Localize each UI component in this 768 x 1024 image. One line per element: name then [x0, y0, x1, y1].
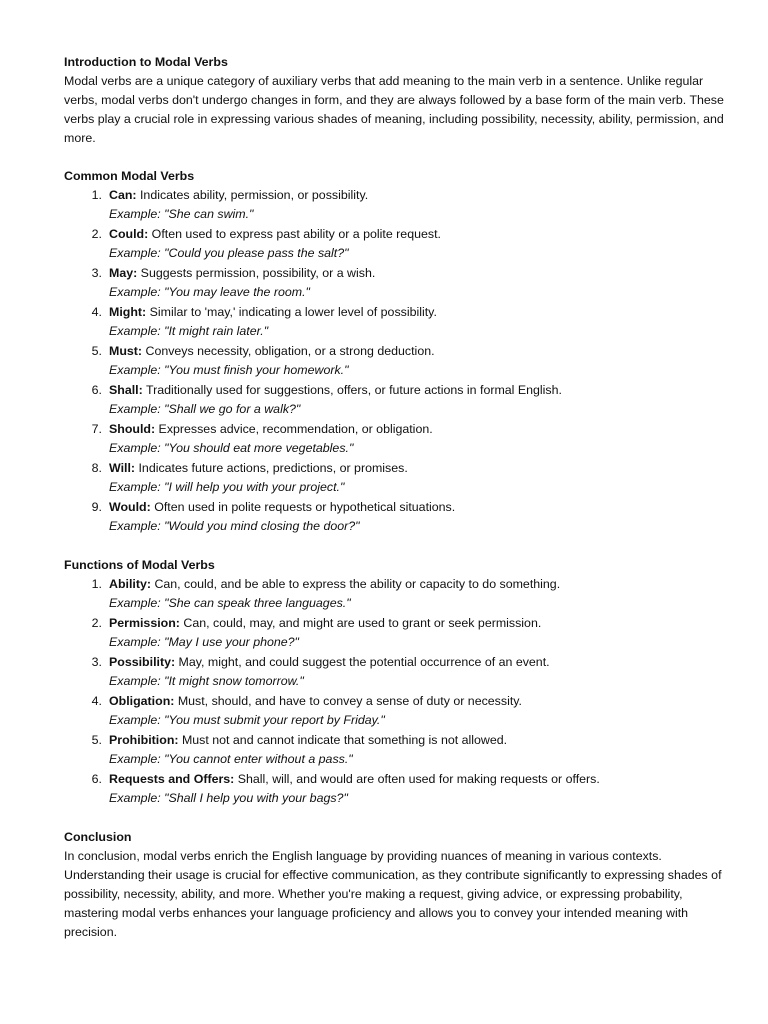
item-description: Can, could, may, and might are used to grant or seek permission. — [179, 616, 542, 630]
common-modal-verbs-heading: Common Modal Verbs — [64, 169, 195, 183]
list-item — [64, 459, 724, 497]
item-number: 6. — [91, 383, 102, 397]
section-gap — [64, 537, 724, 556]
list-item — [64, 225, 724, 263]
item-example: Example: "It might rain later." — [109, 324, 269, 338]
item-description: Often used to express past ability or a polite request. — [148, 227, 441, 241]
item-description: Similar to 'may,' indicating a lower level of possibility. — [146, 305, 437, 319]
item-term: Would: — [109, 500, 151, 514]
item-term: Can: — [109, 188, 137, 202]
item-number: 7. — [91, 422, 102, 436]
item-example: Example: "She can speak three languages." — [109, 596, 351, 610]
item-example: Example: "I will help you with your project." — [109, 480, 345, 494]
common-modal-verbs-list — [64, 186, 724, 536]
list-item — [64, 186, 724, 224]
item-number: 2. — [91, 227, 102, 241]
item-description: Traditionally used for suggestions, offers, or future actions in formal English. — [142, 383, 562, 397]
functions-list — [64, 575, 724, 808]
list-item — [64, 731, 724, 769]
item-description: Suggests permission, possibility, or a wish. — [137, 266, 376, 280]
item-example: Example: "You must submit your report by Friday." — [109, 713, 385, 727]
item-example: Example: "It might snow tomorrow." — [109, 674, 304, 688]
item-example: Example: "Shall we go for a walk?" — [109, 402, 301, 416]
item-example: Example: "She can swim." — [109, 207, 254, 221]
item-term: Shall: — [109, 383, 143, 397]
item-description: Often used in polite requests or hypothetical situations. — [150, 500, 456, 514]
item-term: Will: — [109, 461, 136, 475]
item-example: Example: "You may leave the room." — [109, 285, 310, 299]
item-number: 6. — [91, 772, 102, 786]
item-number: 3. — [91, 655, 102, 669]
intro-heading: Introduction to Modal Verbs — [64, 55, 228, 69]
list-item — [64, 498, 724, 536]
item-term: May: — [109, 266, 138, 280]
list-item — [64, 342, 724, 380]
item-example: Example: "Could you please pass the salt?" — [109, 246, 349, 260]
intro-paragraph: Modal verbs are a unique category of auxiliary verbs that add meaning to the main verb in a sentence. Unlike regular verbs, modal verbs don't undergo changes in form, and they are always followed by a base form of the main verb. These verbs play a crucial role in expressing various shades of meaning, including possibility, necessity, ability, permission, and more. — [64, 74, 724, 145]
item-number: 3. — [91, 266, 102, 280]
item-example: Example: "May I use your phone?" — [109, 635, 299, 649]
item-number: 9. — [91, 500, 102, 514]
item-term: Should: — [109, 422, 156, 436]
item-number: 1. — [91, 577, 102, 591]
item-number: 8. — [91, 461, 102, 475]
section-gap — [64, 148, 724, 167]
list-item — [64, 303, 724, 341]
item-description: May, might, and could suggest the potential occurrence of an event. — [175, 655, 550, 669]
item-term: Must: — [109, 344, 143, 358]
list-item — [64, 614, 724, 652]
item-term: Permission: — [109, 616, 180, 630]
item-number: 2. — [91, 616, 102, 630]
item-term: Ability: — [109, 577, 151, 591]
item-example: Example: "You must finish your homework." — [109, 363, 349, 377]
list-item — [64, 264, 724, 302]
list-item — [64, 770, 724, 808]
item-description: Indicates ability, permission, or possibility. — [136, 188, 369, 202]
item-description: Indicates future actions, predictions, or promises. — [135, 461, 408, 475]
item-number: 1. — [91, 188, 102, 202]
item-number: 4. — [91, 694, 102, 708]
item-example: Example: "Shall I help you with your bags?" — [109, 791, 348, 805]
functions-heading: Functions of Modal Verbs — [64, 558, 215, 572]
item-term: Could: — [109, 227, 149, 241]
conclusion-heading: Conclusion — [64, 830, 132, 844]
item-example: Example: "Would you mind closing the door?" — [109, 519, 360, 533]
item-description: Expresses advice, recommendation, or obligation. — [155, 422, 433, 436]
item-example: Example: "You cannot enter without a pass." — [109, 752, 353, 766]
item-term: Prohibition: — [109, 733, 179, 747]
item-number: 5. — [91, 344, 102, 358]
item-term: Obligation: — [109, 694, 175, 708]
item-description: Must not and cannot indicate that something is not allowed. — [178, 733, 508, 747]
item-example: Example: "You should eat more vegetables." — [109, 441, 354, 455]
section-gap — [64, 809, 724, 828]
list-item — [64, 575, 724, 613]
item-term: Requests and Offers: — [109, 772, 235, 786]
item-description: Must, should, and have to convey a sense of duty or necessity. — [174, 694, 522, 708]
list-item — [64, 653, 724, 691]
item-description: Can, could, and be able to express the ability or capacity to do something. — [151, 577, 561, 591]
list-item — [64, 381, 724, 419]
document-page — [64, 53, 724, 942]
list-item — [64, 420, 724, 458]
item-number: 5. — [91, 733, 102, 747]
item-term: Possibility: — [109, 655, 176, 669]
item-term: Might: — [109, 305, 147, 319]
list-item — [64, 692, 724, 730]
item-description: Shall, will, and would are often used for making requests or offers. — [234, 772, 600, 786]
item-number: 4. — [91, 305, 102, 319]
item-description: Conveys necessity, obligation, or a strong deduction. — [142, 344, 435, 358]
conclusion-paragraph: In conclusion, modal verbs enrich the English language by providing nuances of meaning in various contexts. Understanding their usage is crucial for effective communication, as they contribute significantly to expressing shades of possibility, necessity, ability, and more. Whether you're making a request, giving advice, or expressing probability, mastering modal verbs enhances your language proficiency and allows you to convey your intended meaning with precision. — [64, 849, 722, 939]
